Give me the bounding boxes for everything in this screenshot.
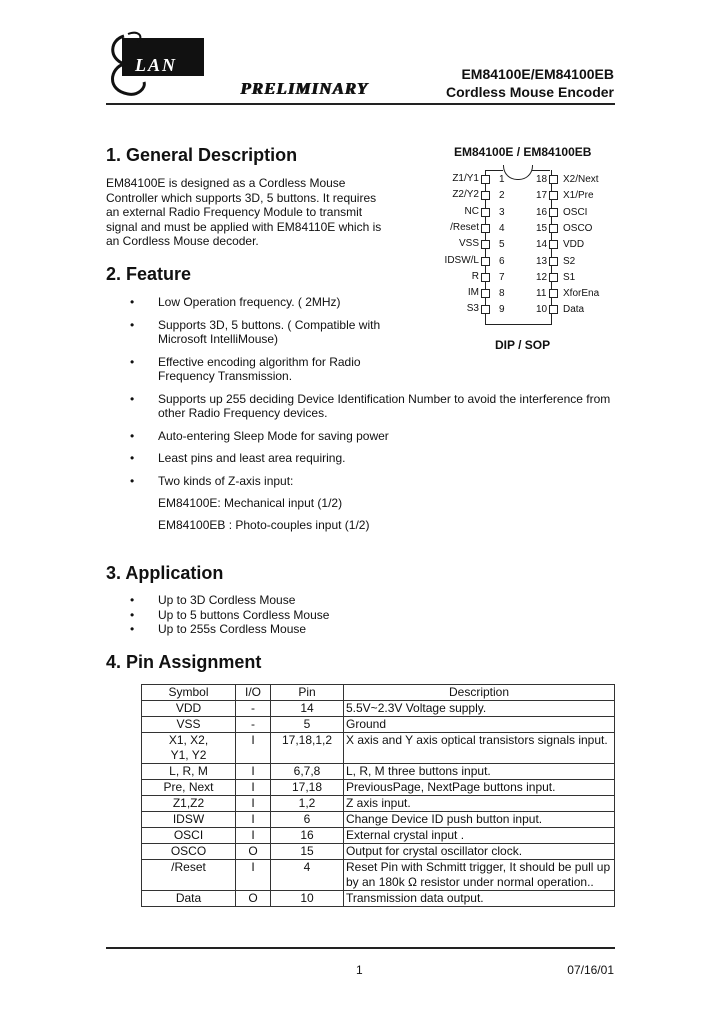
chip-pin-number: 12 — [536, 271, 548, 283]
chip-pin-pad — [481, 289, 490, 298]
cell-description: 5.5V~2.3V Voltage supply. — [344, 701, 615, 717]
cell-io: O — [236, 891, 271, 907]
chip-pin-pad — [549, 191, 558, 200]
list-item: • Auto-entering Sleep Mode for saving power — [130, 428, 389, 443]
chip-pin-label-right: Data — [563, 304, 585, 316]
preliminary-stamp: PRELIMINARY — [240, 79, 368, 98]
table-row — [142, 796, 615, 812]
chip-pin-label-right: XforEna — [563, 288, 600, 300]
cell-description: External crystal input . — [344, 828, 615, 844]
cell-pin: 10 — [271, 891, 344, 907]
list-item: • Two kinds of Z-axis input: — [130, 473, 294, 488]
chip-pin-label-right: X2/Next — [563, 174, 599, 185]
logo-text: LAN — [135, 55, 177, 75]
cell-pin: 6 — [271, 812, 344, 828]
cell-description: X axis and Y axis optical transistors signals input. — [344, 733, 615, 764]
cell-description: Ground — [344, 717, 615, 733]
chip-pin-number: 1 — [499, 174, 505, 185]
general-description: EM84100E is designed as a Cordless Mouse Controller which supports 3D, 5 buttons. It requires an external Radio Frequency Module to transmit signal and must be applied with EM84110E which is an Cordless Mouse decoder. — [106, 176, 382, 248]
chip-title: EM84100E / EM84100EB — [454, 145, 592, 159]
cell-description: Transmission data output. — [344, 891, 615, 907]
cell-io: O — [236, 844, 271, 860]
chip-pin-number: 10 — [536, 304, 548, 316]
section-heading-application: 3. Application — [106, 563, 224, 583]
list-item: • Up to 5 buttons Cordless Mouse — [130, 607, 330, 622]
chip-pin-pad — [549, 240, 558, 249]
table-row — [142, 701, 615, 717]
chip-pin-pad — [481, 191, 490, 200]
chip-pin-number: 8 — [499, 288, 505, 300]
cell-pin: 5 — [271, 717, 344, 733]
chip-pin-number: 13 — [536, 255, 548, 267]
chip-pin-pad — [549, 175, 558, 184]
cell-symbol: OSCI — [142, 828, 236, 844]
chip-pin-number: 18 — [536, 174, 548, 185]
cell-pin: 15 — [271, 844, 344, 860]
chip-pin-number: 17 — [536, 190, 548, 202]
chip-pin-label-left: IM — [467, 287, 479, 299]
z-axis-option-e: EM84100E: Mechanical input (1/2) — [158, 496, 343, 510]
chip-pin-pad — [549, 289, 558, 298]
application-list — [130, 593, 329, 637]
chip-pin-pad — [481, 273, 490, 282]
list-item: • Least pins and least area requiring. — [130, 451, 346, 465]
list-item: • Up to 3D Cordless Mouse — [130, 593, 296, 607]
chip-pin-label-left: S3 — [466, 303, 479, 315]
table-row — [142, 891, 615, 907]
column-header: I/O — [236, 685, 271, 701]
column-header: Pin — [271, 685, 344, 701]
chip-pin-pad — [481, 305, 490, 314]
chip-pin-number: 6 — [499, 255, 505, 267]
cell-pin: 4 — [271, 860, 344, 891]
cell-io: I — [236, 780, 271, 796]
cell-pin: 17,18,1,2 — [271, 733, 344, 764]
z-axis-option-eb: EM84100EB : Photo-couples input (1/2) — [158, 518, 370, 532]
table-row — [142, 828, 615, 844]
chip-pin-label-left: VSS — [458, 238, 479, 250]
chip-pin-label-right: VDD — [563, 239, 585, 251]
cell-symbol: Pre, Next — [142, 780, 236, 796]
chip-pin-pad — [549, 208, 558, 217]
section-heading-general: 1. General Description — [106, 145, 298, 165]
table-row — [142, 812, 615, 828]
cell-io: I — [236, 828, 271, 844]
chip-pin-pad — [549, 273, 558, 282]
cell-io: I — [236, 764, 271, 780]
chip-pin-number: 2 — [499, 190, 505, 202]
chip-pin-label-left: NC — [464, 205, 479, 217]
chip-pin-pad — [481, 208, 490, 217]
cell-io: I — [236, 860, 271, 891]
cell-symbol: VSS — [142, 717, 236, 733]
chip-pin-pad — [481, 257, 490, 266]
chip-pin-label-right: X1/Pre — [563, 190, 594, 202]
chip-pin-label-left: IDSW/L — [444, 254, 479, 266]
cell-io: - — [236, 717, 271, 733]
table-row — [142, 780, 615, 796]
chip-pin-pad — [481, 240, 490, 249]
chip-pin-label-left: Z2/Y2 — [452, 189, 479, 201]
package-label: DIP / SOP — [495, 338, 551, 352]
table-header-row — [142, 685, 615, 701]
chip-pin-number: 3 — [499, 206, 505, 218]
cell-description: Reset Pin with Schmitt trigger, It should be pull up by an 180k Ω resistor under normal operation.. — [344, 860, 615, 891]
chip-pin-pad — [481, 175, 490, 184]
cell-description: Change Device ID push button input. — [344, 812, 615, 828]
cell-pin: 14 — [271, 701, 344, 717]
cell-symbol: X1, X2, Y1, Y2 — [142, 733, 236, 764]
cell-symbol: IDSW — [142, 812, 236, 828]
cell-io: I — [236, 796, 271, 812]
chip-pin-pad — [549, 305, 558, 314]
cell-symbol: VDD — [142, 701, 236, 717]
cell-description: PreviousPage, NextPage buttons input. — [344, 780, 615, 796]
chip-pin-number: 9 — [499, 304, 505, 316]
footer-rule — [106, 947, 615, 949]
chip-pin-number: 15 — [536, 222, 548, 234]
cell-io: - — [236, 701, 271, 717]
cell-pin: 1,2 — [271, 796, 344, 812]
column-header: Description — [344, 685, 615, 701]
chip-pin-number: 7 — [499, 271, 505, 283]
chip-pin-label-left: /Reset — [450, 221, 479, 233]
list-item: • Low Operation frequency. ( 2MHz) — [130, 295, 341, 309]
page-number: 1 — [356, 963, 363, 977]
table-row — [142, 860, 615, 891]
header-rule — [106, 103, 615, 105]
pin-assignment-table — [141, 684, 615, 907]
cell-io: I — [236, 733, 271, 764]
cell-description: Z axis input. — [344, 796, 615, 812]
table-row — [142, 844, 615, 860]
cell-symbol: OSCO — [142, 844, 236, 860]
column-header: Symbol — [142, 685, 236, 701]
section-heading-pin-assignment: 4. Pin Assignment — [106, 652, 262, 672]
table-row — [142, 733, 615, 764]
chip-pin-label-right: OSCO — [563, 222, 593, 234]
feature-list — [130, 295, 610, 496]
chip-pin-pad — [549, 224, 558, 233]
cell-pin: 6,7,8 — [271, 764, 344, 780]
list-item: • Up to 255s Cordless Mouse — [130, 622, 307, 636]
table-row — [142, 764, 615, 780]
list-item: • Supports 3D, 5 buttons. ( Compatible with Microsoft IntelliMouse) — [130, 317, 381, 346]
cell-symbol: L, R, M — [142, 764, 236, 780]
cell-pin: 16 — [271, 828, 344, 844]
part-number: EM84100E/EM84100EB — [461, 66, 614, 82]
chip-pin-number: 14 — [536, 239, 548, 251]
chip-pin-label-right: S1 — [563, 271, 576, 283]
section-heading-feature: 2. Feature — [106, 264, 192, 284]
chip-pin-label-right: OSCI — [563, 206, 588, 218]
table-row — [142, 717, 615, 733]
cell-description: L, R, M three buttons input. — [344, 764, 615, 780]
chip-pin-label-left: R — [471, 270, 479, 282]
chip-pin-number: 5 — [499, 239, 505, 251]
cell-symbol: Z1,Z2 — [142, 796, 236, 812]
cell-symbol: /Reset — [142, 860, 236, 891]
cell-symbol: Data — [142, 891, 236, 907]
product-title: Cordless Mouse Encoder — [445, 84, 614, 100]
chip-pin-number: 11 — [536, 288, 547, 300]
chip-pin-number: 4 — [499, 222, 505, 234]
list-item: • Effective encoding algorithm for Radio Frequency Transmission. — [130, 354, 361, 383]
footer-date: 07/16/01 — [567, 963, 614, 977]
chip-pin-pad — [549, 257, 558, 266]
chip-pin-label-right: S2 — [563, 255, 576, 267]
list-item: • Supports up 255 deciding Device Identification Number to avoid the interference from other Radio Frequency devices. — [130, 391, 611, 420]
cell-description: Output for crystal oscillator clock. — [344, 844, 615, 860]
chip-pin-number: 16 — [536, 206, 548, 218]
chip-pin-pad — [481, 224, 490, 233]
cell-pin: 17,18 — [271, 780, 344, 796]
chip-pin-label-left: Z1/Y1 — [452, 173, 479, 184]
cell-io: I — [236, 812, 271, 828]
